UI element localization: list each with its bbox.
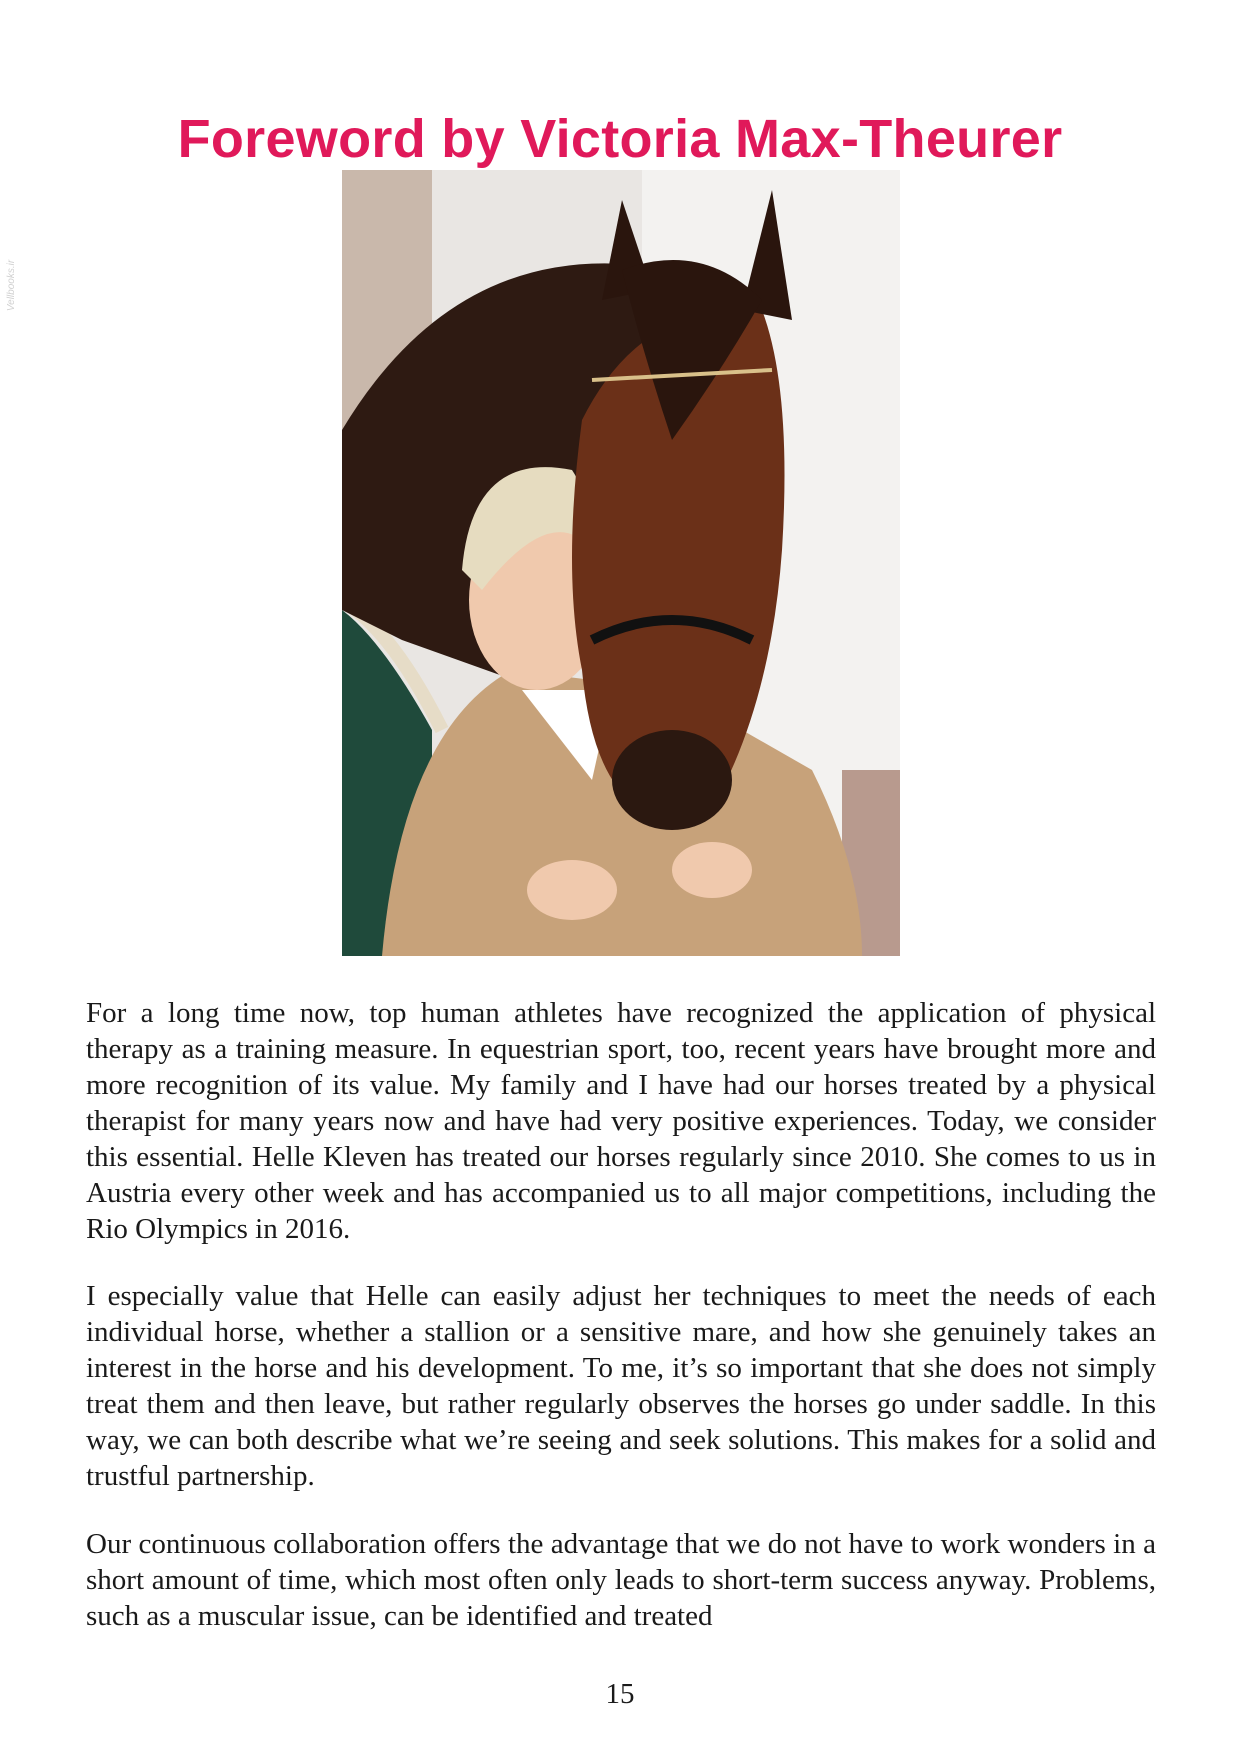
paragraph-2: I especially value that Helle can easily adjust her techniques to meet the needs of each individual horse, whether a stallion or a sensitive mare, and how she genuinely takes an interest in the horse and his development. To me, it’s so important that she does not simply treat them and then leave, but rather regularly observes the horses go under saddle. In this way, we can both describe what we’re seeing and seek solutions. This makes for a solid and trustful partnership.: [86, 1280, 1156, 1492]
page-title: Foreword by Victoria Max-Theurer: [177, 109, 1063, 170]
portrait-photo: [342, 170, 900, 956]
paragraph-3: Our continuous collaboration offers the advantage that we do not have to work wonders in a short amount of time, which most often only leads to short-term success anyway. Problems, such as a muscular issue, can be identified and treated: [86, 1528, 1156, 1632]
page-number: 15: [605, 1678, 635, 1710]
paragraph-1: For a long time now, top human athletes have recognized the application of physical therapy as a training measure. In equestrian sport, too, recent years have brought more and more recognition of its value. My family and I have had our horses treated by a physical therapist for many years now and have had very positive experiences. Today, we consider this essential. Helle Kleven has treated our horses regularly since 2010. She comes to us in Austria every other week and has accompanied us to all major competitions, including the Rio Olympics in 2016.: [86, 997, 1156, 1245]
watermark: Vellbooks.ir: [6, 259, 18, 312]
photo-illustration: [342, 170, 900, 956]
